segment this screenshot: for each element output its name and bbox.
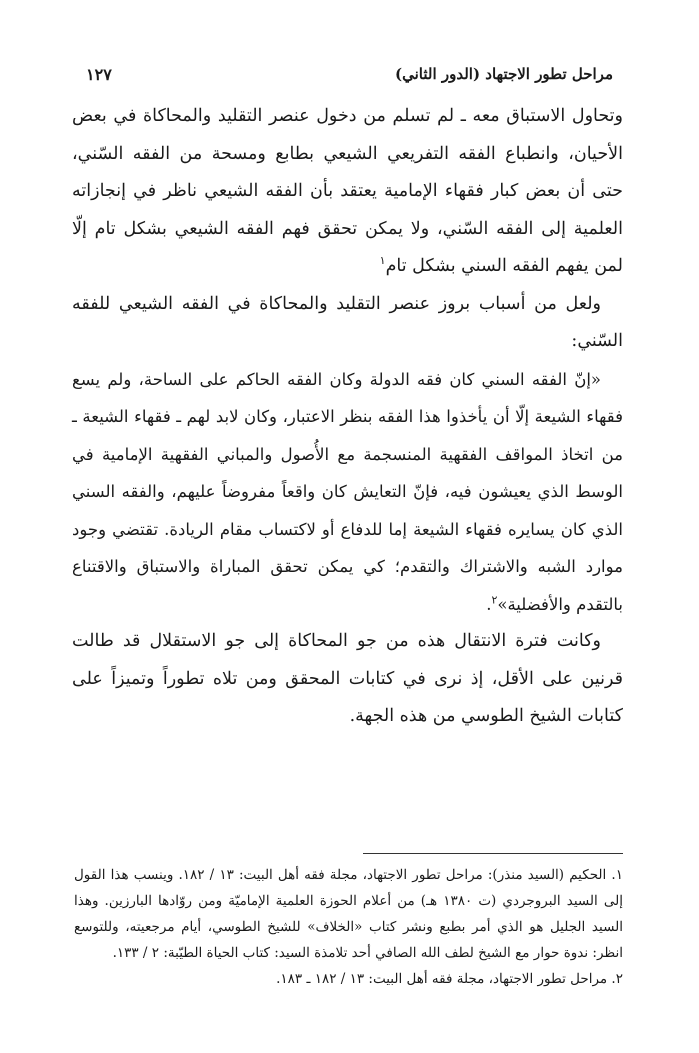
quote-text: «إنّ الفقه السني كان فقه الدولة وكان الفقه الحاكم على الساحة، ولم يسع فقهاء الشيعة إلّا أن يأخذوا هذا الفقه بنظر الاعتبار، وكان لابد لهم ـ فقهاء الشيعة ـ من اتخاذ المواقف الفقهية المنسجمة مع الأُصول والمباني الفقهية الإمامية في الوسط الذي يعيشون فيه، فإنّ التعايش كان واقعاً مفروضاً عليهم، والفقه السني الذي كان يسايره فقهاء الشيعة إما للدفاع أو لاكتساب مقام الريادة. تقتضي وجود موارد الشبه والاشتراك والتقدم؛ كي يمكن تحقق المباراة والاستباق والاقتناع بالتقدم والأفضلية» (72, 369, 623, 614)
paragraph-1-text: وتحاول الاستباق معه ـ لم تسلم من دخول عنصر التقليد والمحاكاة في بعض الأحيان، وانطباع الفقه التفريعي الشيعي بطابع ومسحة من الفقه السّني، حتى أن بعض كبار فقهاء الإمامية يعتقد بأن الفقه الشيعي ناظر في إنجازاته العلمية إلى الفقه السّني، ولا يمكن تحقق فهم الفقه الشيعي بشكل تام إلّا لمن يفهم الفقه السني بشكل تام (72, 106, 623, 276)
quote-paragraph (72, 361, 623, 624)
footnote-divider (363, 853, 623, 854)
page-header (86, 62, 613, 86)
footnote-ref-2: ٢ (491, 593, 498, 606)
running-title: مراحل تطور الاجتهاد (الدور الثاني) (395, 65, 613, 83)
page-number: ١٢٧ (86, 64, 112, 84)
footnote-ref-1: ١ (379, 254, 386, 268)
quote-end: . (486, 594, 492, 614)
paragraph-4: وكانت فترة الانتقال هذه من جو المحاكاة إلى جو الاستقلال قد طالت قرنين على الأقل، إذ نرى في كتابات المحقق ومن تلاه تطوراً وتميزاً على كتابات الشيخ الطوسي من هذه الجهة. (72, 631, 623, 726)
footnote-1: ١. الحكيم (السيد منذر): مراحل تطور الاجتهاد، مجلة فقه أهل البيت: ١٣ / ١٨٢. وينسب هذا القول إلى السيد البروجردي (ت ١٣٨٠ هـ) من أعلام الحوزة العلمية الإماميّة ومن روّادها البارزين. وهذا السيد الجليل هو الذي أمر بطبع ونشر كتاب «الخلاف» للشيخ الطوسي، أيام مرجعيته، وللتوسع انظر: ندوة حوار مع الشيخ لطف الله الصافي أحد تلامذة السيد: كتاب الحياة الطيّبة: ٢ / ١٣٣. (74, 867, 623, 961)
paragraph-2: ولعل من أسباب بروز عنصر التقليد والمحاكاة في الفقه الشيعي للفقه السّني: (72, 293, 623, 351)
footnotes (74, 862, 623, 992)
main-text (72, 98, 623, 736)
footnote-2: ٢. مراحل تطور الاجتهاد، مجلة فقه أهل البيت: ١٣ / ١٨٢ ـ ١٨٣. (276, 971, 623, 987)
paragraph-1 (72, 98, 623, 286)
